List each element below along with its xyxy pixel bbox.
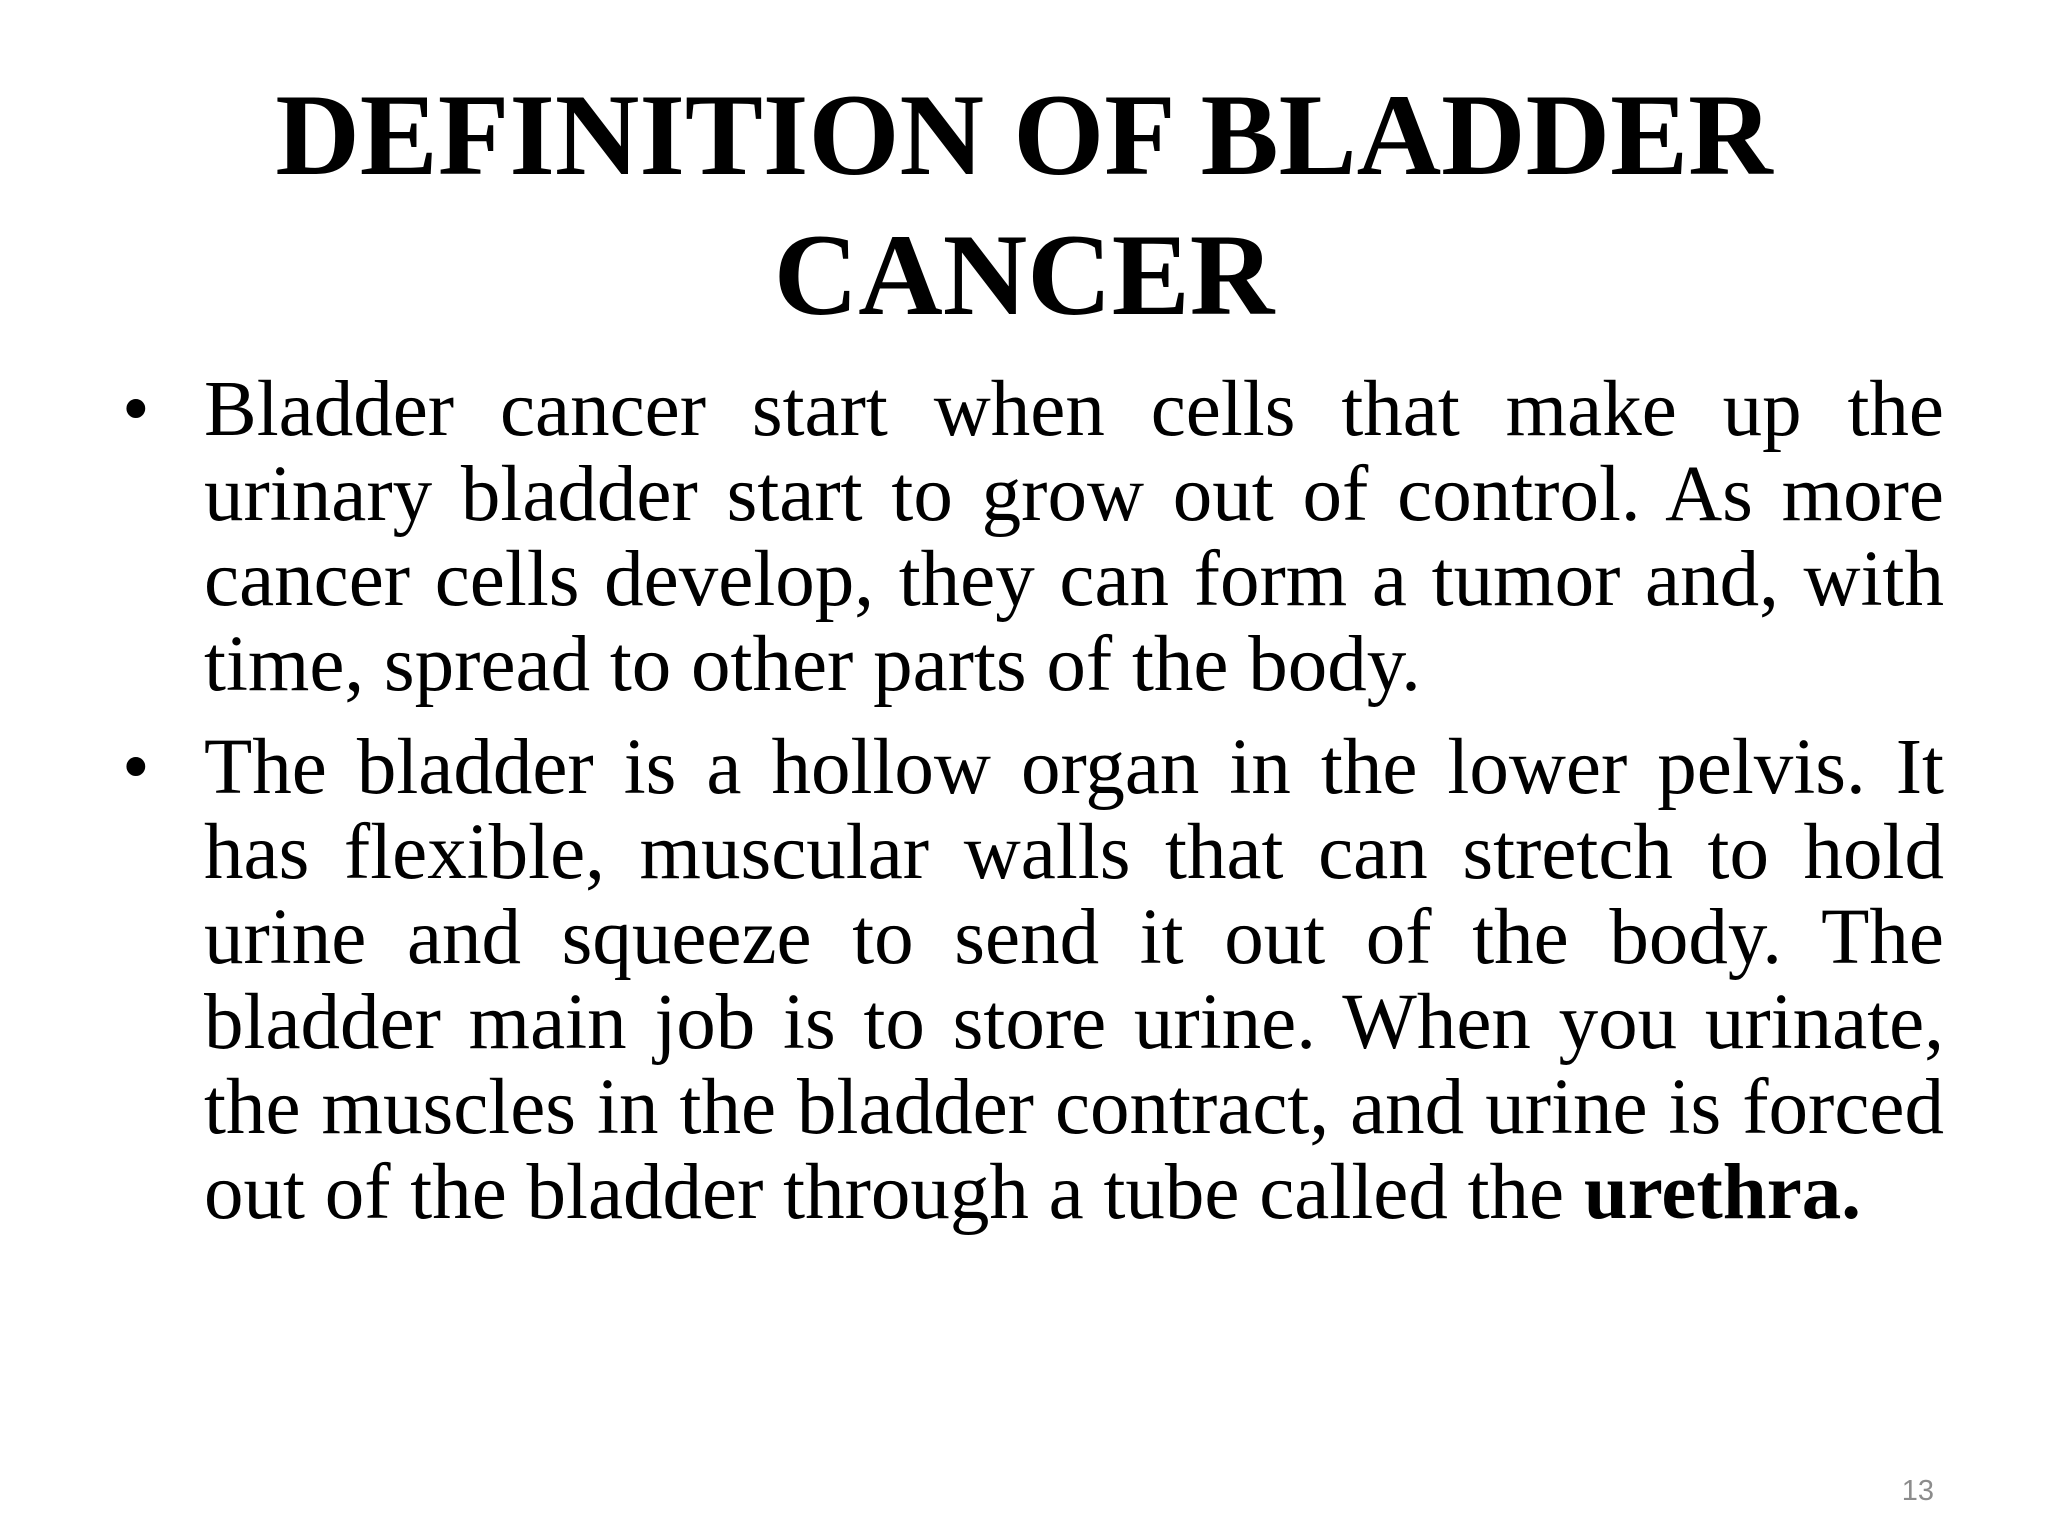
bullet-icon: • bbox=[122, 724, 150, 811]
slide-title-line-1: DEFINITION OF BLADDER bbox=[275, 71, 1773, 200]
bullet-list bbox=[122, 367, 1944, 1235]
page-number: 13 bbox=[1901, 1475, 1934, 1507]
bullet-item-definition bbox=[122, 367, 1944, 707]
bullet-text-bladder-description: The bladder is a hollow organ in the lower pelvis. It has flexible, muscular walls that can stretch to hold urine and squeeze to send it out of the body. The bladder main job is to store urine. When you urinate, the muscles in the bladder contract, and urine is forced out of the bladder through a tube called the bbox=[204, 724, 1944, 1236]
slide-title-line-2: CANCER bbox=[773, 211, 1275, 340]
bullet-item-bladder-description bbox=[122, 725, 1944, 1235]
bullet-icon: • bbox=[122, 366, 150, 453]
slide-title bbox=[150, 66, 1898, 346]
bold-term-urethra: urethra. bbox=[1583, 1149, 1862, 1236]
bullet-text-definition: Bladder cancer start when cells that make up the urinary bladder start to grow out of control. As more cancer cells develop, they can form a tumor and, with time, spread to other parts of the body. bbox=[204, 366, 1944, 708]
